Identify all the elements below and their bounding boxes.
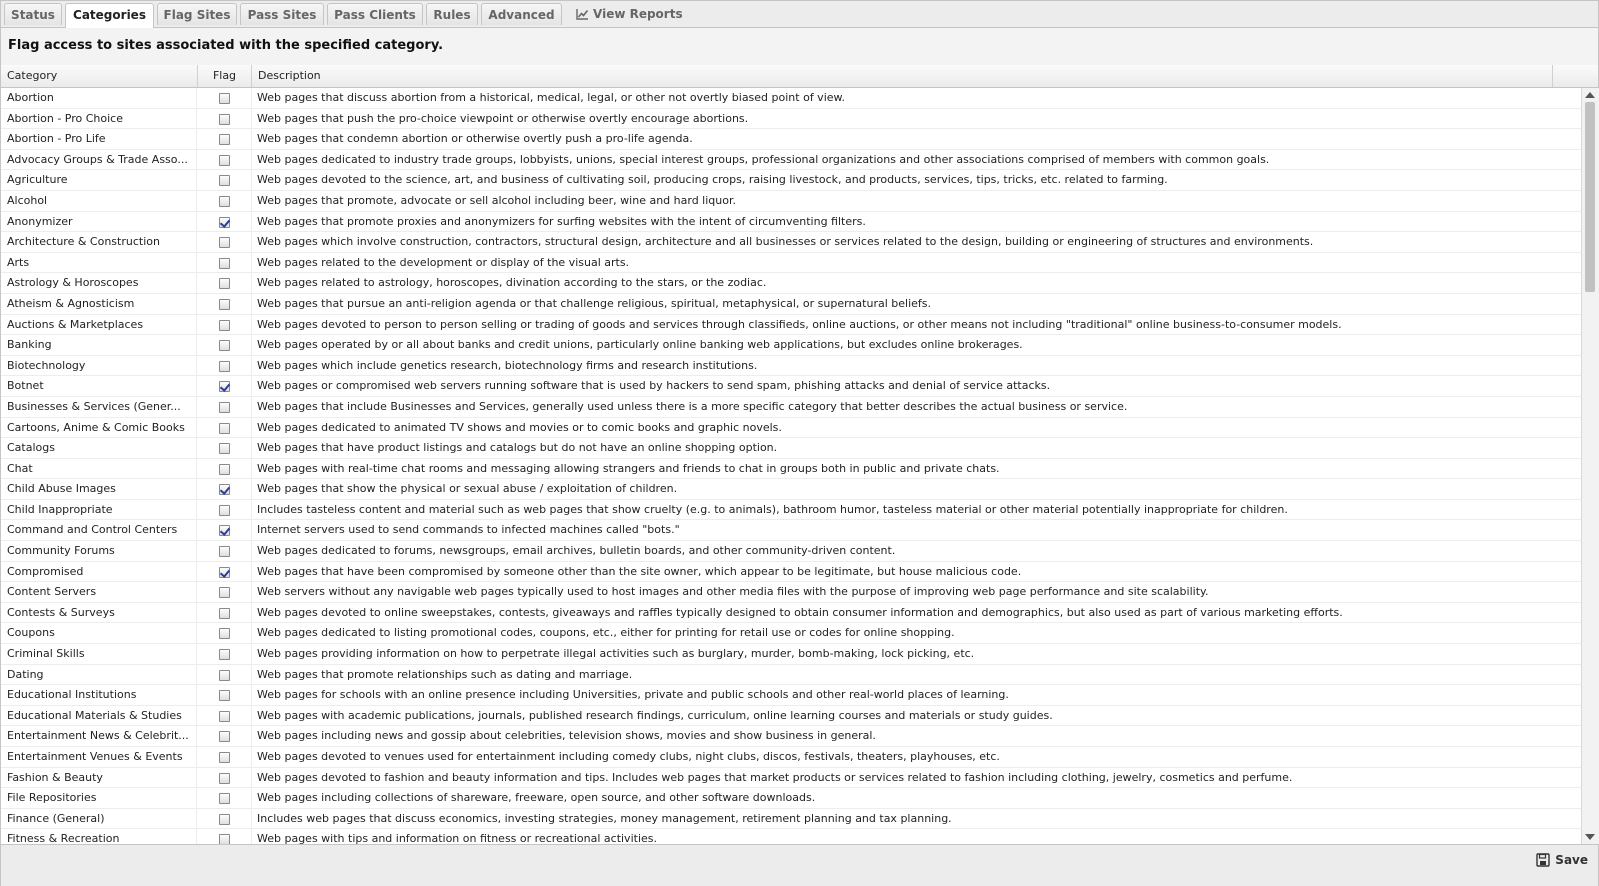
- table-row[interactable]: [1, 335, 1581, 356]
- floppy-disk-icon: [1536, 853, 1550, 867]
- flag-cell: [198, 706, 252, 726]
- category-description: Web pages dedicated to industry trade groups, lobbyists, unions, special interest groups, professional organizations and other associations comprised of members with common goals.: [257, 152, 1270, 166]
- category-name: Agriculture: [1, 170, 197, 190]
- category-description: Web pages devoted to online sweepstakes, contests, giveaways and raffles typically designed to obtain consumer information and demographics, but also used as part of various marketing efforts.: [257, 605, 1343, 619]
- category-name: Atheism & Agnosticism: [1, 294, 197, 314]
- flag-cell: [198, 520, 252, 540]
- flag-cell: [198, 88, 252, 108]
- category-name: Compromised: [1, 562, 197, 582]
- table-header: [1, 65, 1598, 88]
- category-name: Fitness & Recreation: [1, 829, 197, 844]
- category-name: Alcohol: [1, 191, 197, 211]
- flag-checkbox[interactable]: [219, 114, 230, 125]
- table-row[interactable]: [1, 747, 1581, 768]
- tab-categories[interactable]: Categories: [65, 3, 154, 28]
- table-row[interactable]: [1, 212, 1581, 233]
- table-row[interactable]: [1, 541, 1581, 562]
- flag-cell: [198, 768, 252, 788]
- flag-cell: [198, 665, 252, 685]
- category-name: Catalogs: [1, 438, 197, 458]
- flag-checkbox[interactable]: [219, 381, 230, 392]
- category-name: Child Abuse Images: [1, 479, 197, 499]
- tab-rules[interactable]: Rules: [426, 3, 478, 25]
- category-description: Web pages including collections of shareware, freeware, open source, and other software downloads.: [257, 791, 816, 805]
- category-name: Command and Control Centers: [1, 520, 197, 540]
- flag-cell: [198, 232, 252, 252]
- flag-checkbox[interactable]: [219, 670, 230, 681]
- category-name: Banking: [1, 335, 197, 355]
- flag-checkbox[interactable]: [219, 525, 230, 536]
- flag-cell: [198, 335, 252, 355]
- flag-checkbox[interactable]: [219, 340, 230, 351]
- category-description: Web pages dedicated to listing promotional codes, coupons, etc., either for printing for retail use or codes for online shopping.: [257, 626, 955, 640]
- category-description: Web pages that discuss abortion from a historical, medical, legal, or other not overtly biased point of view.: [257, 91, 846, 104]
- category-name: Coupons: [1, 623, 197, 643]
- flag-checkbox[interactable]: [219, 505, 230, 516]
- flag-checkbox[interactable]: [219, 752, 230, 763]
- category-name: Biotechnology: [1, 356, 197, 376]
- page-header: [1, 28, 1598, 66]
- category-name: Abortion - Pro Life: [1, 129, 197, 149]
- column-header-category[interactable]: Category: [1, 65, 198, 87]
- category-description: Web pages for schools with an online presence including Universities, private and public schools and other real-world places of learning.: [257, 688, 1009, 702]
- tab-view-reports[interactable]: [576, 3, 686, 25]
- table-row[interactable]: [1, 232, 1581, 253]
- category-description: Web pages that promote proxies and anonymizers for surfing websites with the intent of circumventing filters.: [257, 214, 866, 228]
- table-row[interactable]: [1, 109, 1581, 130]
- table-row[interactable]: [1, 582, 1581, 603]
- category-description: Web pages dedicated to animated TV shows and movies or to comic books and graphic novels.: [257, 420, 782, 434]
- category-name: Auctions & Marketplaces: [1, 315, 197, 335]
- category-name: Fashion & Beauty: [1, 768, 197, 788]
- category-description: Web pages or compromised web servers running software that is used by hackers to send spam, phishing attacks and denial of service attacks.: [257, 379, 1051, 393]
- flag-cell: [198, 809, 252, 829]
- table-row[interactable]: [1, 788, 1581, 809]
- category-description: Web pages which involve construction, contractors, structural design, architecture and all businesses or services related to the design, building or engineering of structures and environments.: [257, 235, 1314, 249]
- category-description: Web pages with tips and information on fitness or recreational activities.: [257, 832, 657, 844]
- category-name: Cartoons, Anime & Comic Books: [1, 418, 197, 438]
- flag-cell: [198, 459, 252, 479]
- category-description: Web pages which include genetics research, biotechnology firms and research institutions.: [257, 358, 758, 372]
- table-row[interactable]: [1, 479, 1581, 500]
- flag-checkbox[interactable]: [219, 443, 230, 454]
- footer-toolbar: [1, 844, 1598, 886]
- flag-checkbox[interactable]: [219, 320, 230, 331]
- flag-cell: [198, 479, 252, 499]
- column-header-description[interactable]: Description: [252, 65, 1553, 87]
- flag-cell: [198, 212, 252, 232]
- flag-checkbox[interactable]: [219, 237, 230, 248]
- table-row[interactable]: [1, 376, 1581, 397]
- category-name: Finance (General): [1, 809, 197, 829]
- category-name: Content Servers: [1, 582, 197, 602]
- category-description: Web pages that promote relationships such as dating and marriage.: [257, 667, 633, 681]
- category-description: Includes web pages that discuss economics, investing strategies, money management, retirement planning and tax planning.: [257, 811, 952, 825]
- flag-checkbox[interactable]: [219, 134, 230, 145]
- flag-cell: [198, 623, 252, 643]
- category-description: Web pages dedicated to forums, newsgroups, email archives, bulletin boards, and other community-driven content.: [257, 544, 896, 558]
- flag-cell: [198, 438, 252, 458]
- flag-cell: [198, 562, 252, 582]
- category-description: Web pages that have product listings and catalogs but do not have an online shopping option.: [257, 441, 778, 455]
- flag-cell: [198, 150, 252, 170]
- table-row[interactable]: [1, 356, 1581, 377]
- flag-checkbox[interactable]: [219, 567, 230, 578]
- category-description: Web pages including news and gossip about celebrities, television shows, movies and show business in general.: [257, 729, 876, 743]
- category-name: Businesses & Services (Gener...: [1, 397, 197, 417]
- category-name: Abortion - Pro Choice: [1, 109, 197, 129]
- categories-table-body: [1, 88, 1581, 844]
- flag-checkbox[interactable]: [219, 608, 230, 619]
- flag-cell: [198, 397, 252, 417]
- table-row[interactable]: [1, 809, 1581, 830]
- flag-cell: [198, 170, 252, 190]
- category-description: Web pages devoted to person to person selling or trading of goods and services through classifieds, online auctions, or other means not including "traditional" online business-to-consumer models.: [257, 317, 1342, 331]
- category-name: Child Inappropriate: [1, 500, 197, 520]
- tab-pass-clients[interactable]: Pass Clients: [327, 3, 423, 25]
- flag-checkbox[interactable]: [219, 834, 230, 844]
- flag-cell: [198, 747, 252, 767]
- scroll-down-arrow-icon[interactable]: [1585, 834, 1595, 840]
- flag-checkbox[interactable]: [219, 258, 230, 269]
- flag-cell: [198, 788, 252, 808]
- flag-cell: [198, 603, 252, 623]
- flag-cell: [198, 685, 252, 705]
- flag-checkbox[interactable]: [219, 793, 230, 804]
- category-description: Web pages devoted to venues used for entertainment including comedy clubs, night clubs, discos, festivals, theaters, playhouses, etc.: [257, 750, 1000, 763]
- flag-checkbox[interactable]: [219, 423, 230, 434]
- category-description: Web pages operated by or all about banks and credit unions, particularly online banking web applications, but excludes online brokerages.: [257, 338, 1023, 352]
- scrollbar-thumb[interactable]: [1585, 102, 1595, 292]
- category-description: Web pages related to astrology, horoscopes, divination according to the stars, or the zodiac.: [257, 276, 767, 290]
- category-name: Abortion: [1, 88, 197, 108]
- save-button[interactable]: [1536, 850, 1588, 870]
- flag-cell: [198, 315, 252, 335]
- category-name: Arts: [1, 253, 197, 273]
- table-row[interactable]: [1, 644, 1581, 665]
- vertical-scrollbar[interactable]: [1581, 88, 1599, 844]
- table-row[interactable]: [1, 685, 1581, 706]
- category-description: Includes tasteless content and material such as web pages that show cruelty (e.g. to animals), bathroom humor, tasteless material or other material potentially inappropriate for children.: [257, 502, 1288, 516]
- flag-checkbox[interactable]: [219, 628, 230, 639]
- table-row[interactable]: [1, 562, 1581, 583]
- table-row[interactable]: [1, 768, 1581, 789]
- table-row[interactable]: [1, 500, 1581, 521]
- category-description: Web servers without any navigable web pages typically used to host images and other media files with the purpose of improving web page performance and site scalability.: [257, 585, 1209, 599]
- table-row[interactable]: [1, 294, 1581, 315]
- flag-checkbox[interactable]: [219, 587, 230, 598]
- flag-cell: [198, 418, 252, 438]
- table-row[interactable]: [1, 603, 1581, 624]
- flag-cell: [198, 191, 252, 211]
- category-description: Web pages devoted to fashion and beauty information and tips. Includes web pages that market products or services related to fashion including clothing, jewelry, cosmetics and perfume.: [257, 770, 1293, 784]
- table-row[interactable]: [1, 726, 1581, 747]
- category-description: Web pages that include Businesses and Services, generally used unless there is a more specific category that better describes the actual business or service.: [257, 399, 1128, 413]
- category-description: Web pages devoted to the science, art, and business of cultivating soil, producing crops, raising livestock, and products, services, tips, tricks, etc. related to farming.: [257, 173, 1168, 187]
- table-row[interactable]: [1, 418, 1581, 439]
- category-name: Contests & Surveys: [1, 603, 197, 623]
- flag-cell: [198, 541, 252, 561]
- flag-checkbox[interactable]: [219, 361, 230, 372]
- tab-flag-sites[interactable]: Flag Sites: [157, 3, 237, 25]
- table-row[interactable]: [1, 170, 1581, 191]
- table-row[interactable]: [1, 253, 1581, 274]
- category-description: Web pages related to the development or display of the visual arts.: [257, 255, 630, 269]
- category-description: Web pages with academic publications, journals, published research findings, curriculum, online learning courses and materials or study guides.: [257, 708, 1053, 722]
- table-row[interactable]: [1, 397, 1581, 418]
- flag-cell: [198, 273, 252, 293]
- flag-checkbox[interactable]: [219, 690, 230, 701]
- table-row[interactable]: [1, 520, 1581, 541]
- flag-checkbox[interactable]: [219, 155, 230, 166]
- category-name: Educational Materials & Studies: [1, 706, 197, 726]
- category-name: Chat: [1, 459, 197, 479]
- category-name: File Repositories: [1, 788, 197, 808]
- flag-checkbox[interactable]: [219, 731, 230, 742]
- flag-checkbox[interactable]: [219, 278, 230, 289]
- tab-advanced[interactable]: Advanced: [481, 3, 562, 25]
- table-row[interactable]: [1, 150, 1581, 171]
- category-description: Web pages that pursue an anti-religion agenda or that challenge religious, spiritual, metaphysical, or supernatural beliefs.: [257, 296, 931, 310]
- table-row[interactable]: [1, 623, 1581, 644]
- table-row[interactable]: [1, 88, 1581, 109]
- flag-cell: [198, 129, 252, 149]
- table-row[interactable]: [1, 829, 1581, 844]
- table-row[interactable]: [1, 191, 1581, 212]
- category-description: Internet servers used to send commands to infected machines called "bots.": [257, 523, 680, 537]
- category-name: Botnet: [1, 376, 197, 396]
- flag-checkbox[interactable]: [219, 773, 230, 784]
- category-name: Entertainment News & Celebrit...: [1, 726, 197, 746]
- table-row[interactable]: [1, 706, 1581, 727]
- save-label: Save: [1555, 853, 1588, 867]
- tab-status[interactable]: Status: [4, 3, 62, 25]
- table-row[interactable]: [1, 459, 1581, 480]
- tab-pass-sites[interactable]: Pass Sites: [240, 3, 324, 25]
- category-name: Educational Institutions: [1, 685, 197, 705]
- flag-checkbox[interactable]: [219, 711, 230, 722]
- category-name: Community Forums: [1, 541, 197, 561]
- flag-cell: [198, 582, 252, 602]
- flag-checkbox[interactable]: [219, 175, 230, 186]
- category-name: Criminal Skills: [1, 644, 197, 664]
- flag-cell: [198, 294, 252, 314]
- flag-cell: [198, 356, 252, 376]
- column-header-flag[interactable]: Flag: [198, 65, 252, 87]
- table-row[interactable]: [1, 315, 1581, 336]
- flag-checkbox[interactable]: [219, 299, 230, 310]
- flag-checkbox[interactable]: [219, 464, 230, 475]
- category-name: Anonymizer: [1, 212, 197, 232]
- flag-checkbox[interactable]: [219, 93, 230, 104]
- flag-checkbox[interactable]: [219, 546, 230, 557]
- flag-cell: [198, 644, 252, 664]
- category-description: Web pages providing information on how to perpetrate illegal activities such as burglary, murder, bomb-making, lock picking, etc.: [257, 647, 975, 661]
- flag-cell: [198, 726, 252, 746]
- page-title: Flag access to sites associated with the specified category.: [8, 38, 444, 53]
- flag-cell: [198, 253, 252, 273]
- category-name: Dating: [1, 665, 197, 685]
- table-row[interactable]: [1, 665, 1581, 686]
- category-name: Architecture & Construction: [1, 232, 197, 252]
- category-name: Advocacy Groups & Trade Asso...: [1, 150, 197, 170]
- table-row[interactable]: [1, 273, 1581, 294]
- category-name: Entertainment Venues & Events: [1, 747, 197, 767]
- category-description: Web pages that push the pro-choice viewpoint or otherwise overtly encourage abortions.: [257, 111, 749, 125]
- flag-cell: [198, 109, 252, 129]
- flag-checkbox[interactable]: [219, 649, 230, 660]
- category-description: Web pages that have been compromised by someone other than the site owner, which appear to be legitimate, but house malicious code.: [257, 564, 1022, 578]
- category-description: Web pages that condemn abortion or otherwise overtly push a pro-life agenda.: [257, 132, 693, 146]
- category-description: Web pages with real-time chat rooms and messaging allowing strangers and friends to chat in groups both in public and private chats.: [257, 461, 1000, 475]
- flag-checkbox[interactable]: [219, 814, 230, 825]
- category-description: Web pages that promote, advocate or sell alcohol including beer, wine and hard liquor.: [257, 193, 736, 207]
- category-description: Web pages that show the physical or sexual abuse / exploitation of children.: [257, 482, 678, 496]
- category-name: Astrology & Horoscopes: [1, 273, 197, 293]
- view-reports-label: View Reports: [593, 7, 683, 21]
- tab-bar: [1, 1, 1598, 28]
- table-row[interactable]: [1, 438, 1581, 459]
- table-row[interactable]: [1, 129, 1581, 150]
- flag-cell: [198, 829, 252, 844]
- flag-cell: [198, 500, 252, 520]
- flag-checkbox[interactable]: [219, 217, 230, 228]
- line-chart-icon: [576, 8, 589, 20]
- flag-checkbox[interactable]: [219, 402, 230, 413]
- flag-checkbox[interactable]: [219, 484, 230, 495]
- scroll-up-arrow-icon[interactable]: [1585, 92, 1595, 98]
- flag-checkbox[interactable]: [219, 196, 230, 207]
- flag-cell: [198, 376, 252, 396]
